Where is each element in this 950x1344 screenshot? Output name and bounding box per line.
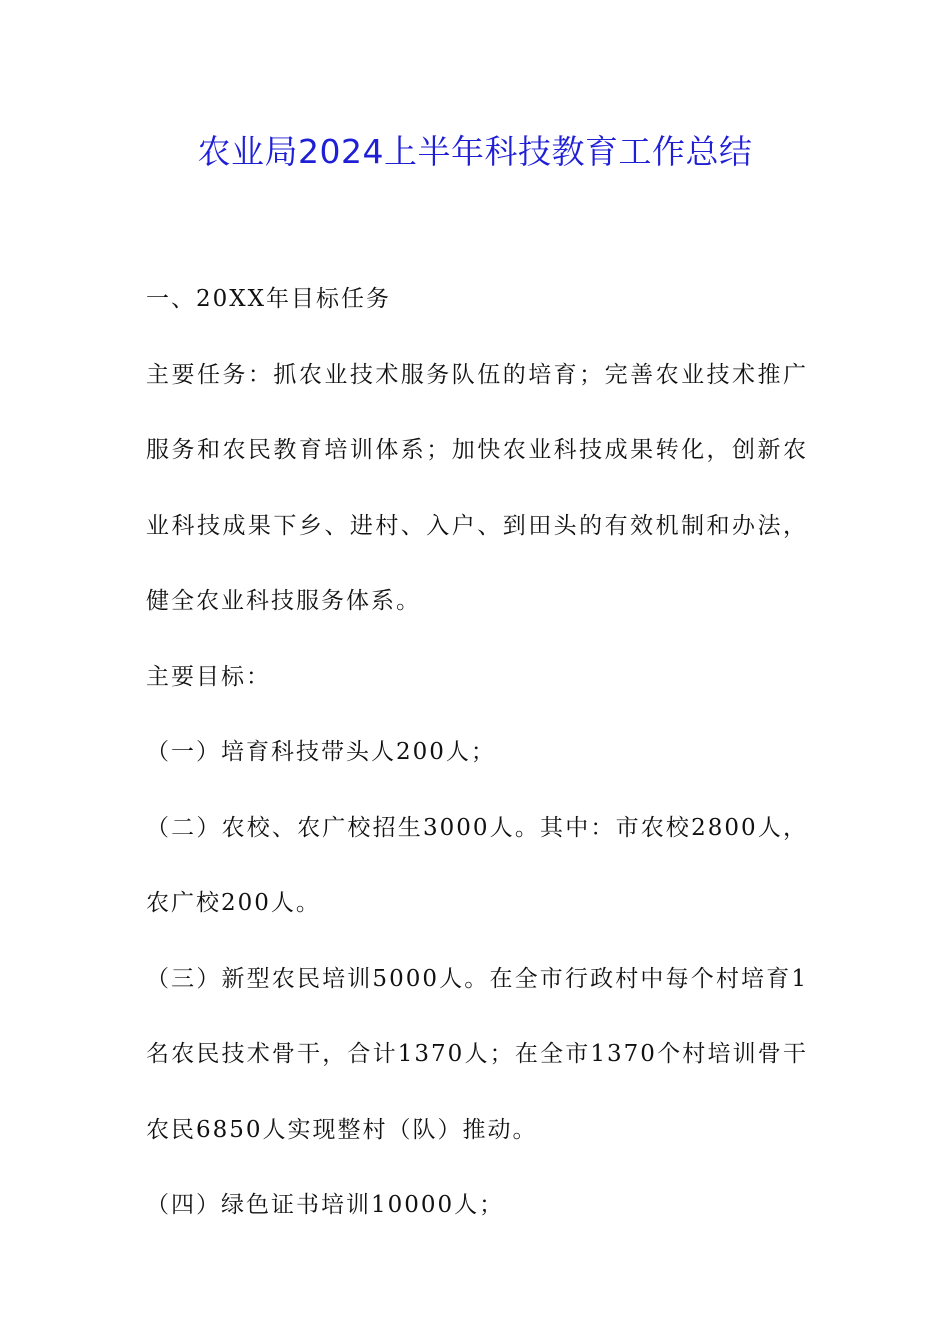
goal-item-2: （二）农校、农广校招生3000人。其中：市农校2800人，农广校200人。 [146,814,808,916]
goal-item-1: （一）培育科技带头人200人； [146,739,496,765]
document-title: 农业局2024上半年科技教育工作总结 [197,132,753,171]
main-tasks-paragraph: 主要任务：抓农业技术服务队伍的培育；完善农业技术推广服务和农民教育培训体系；加快农业科技成果转化，创新农业科技成果下乡、进村、入户、到田头的有效机制和办法，健全农业科技服务体系。 [146,361,808,614]
section-heading: 一、20XX年目标任务 [146,286,392,312]
main-goals-heading: 主要目标： [146,663,271,690]
goal-item-3: （三）新型农民培训5000人。在全市行政村中每个村培育1名农民技术骨干，合计1370人；在全市1370个村培训骨干农民6850人实现整村（队）推动。 [146,965,808,1143]
document-body [146,262,808,1244]
goal-item-4: （四）绿色证书培训10000人； [146,1192,505,1218]
